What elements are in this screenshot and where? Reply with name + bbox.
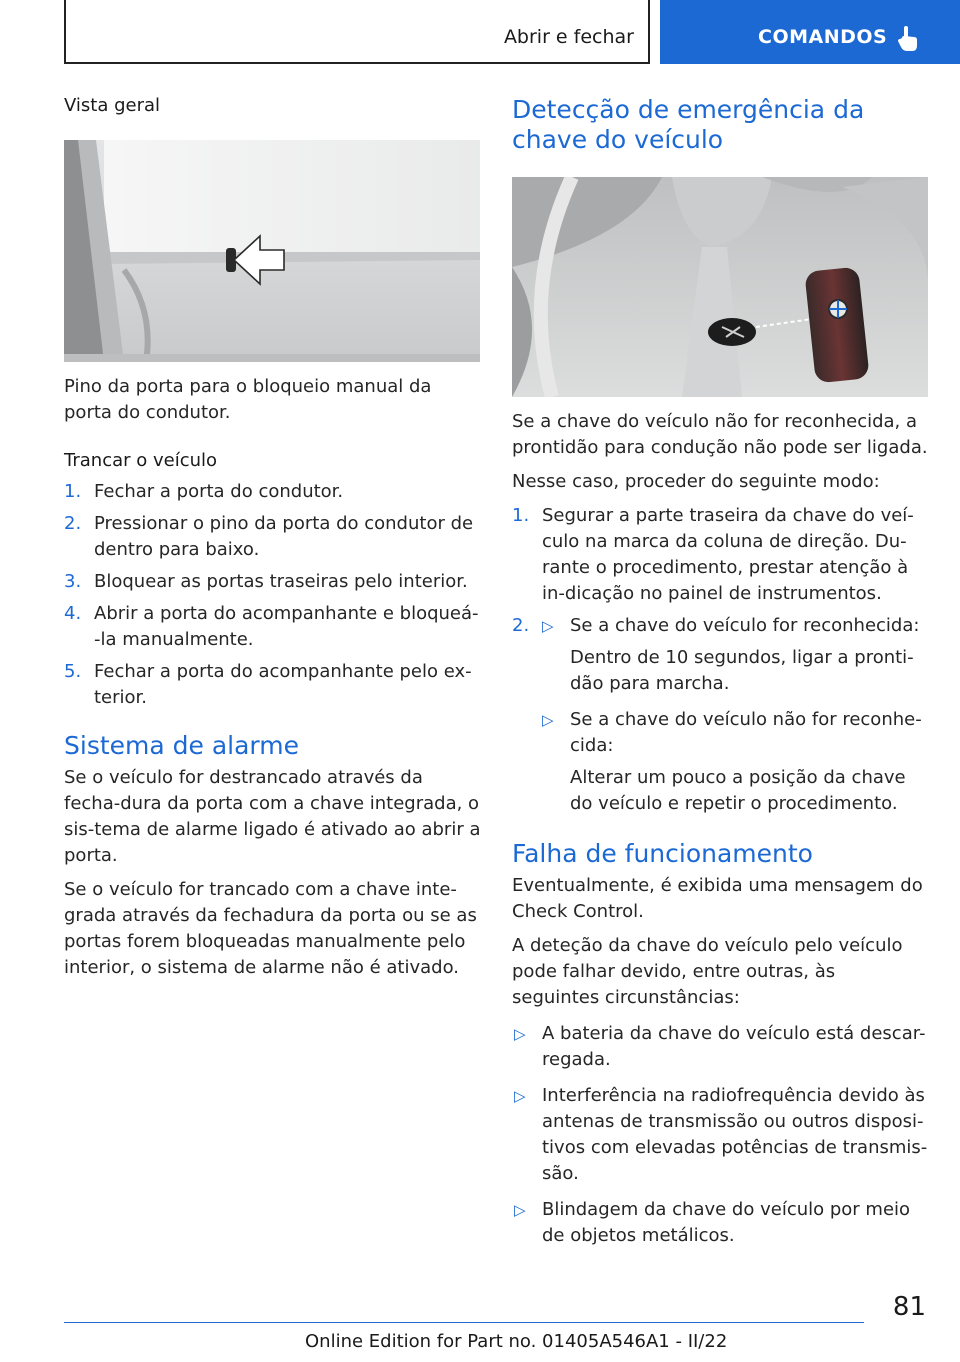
steering-column-key-figure: [512, 177, 928, 397]
hand-pointer-icon: [898, 26, 920, 52]
procedure-intro: Nesse caso, proceder do seguinte modo:: [512, 471, 880, 492]
header-section-box: [64, 0, 650, 64]
list-item: [512, 1083, 928, 1187]
malfunction-paragraph-1: Eventualmente, é exibida uma mensagem do Check Control.: [512, 875, 923, 922]
sub-item-detail: Alterar um pouco a posição da chave do veículo e repetir o procedimento.: [570, 767, 906, 814]
lock-steps-list: [64, 479, 482, 711]
malfunction-causes-list: [512, 1021, 928, 1249]
list-item: [64, 601, 482, 653]
list-item: [64, 569, 482, 595]
malfunction-paragraph-2: A deteção da chave do veículo pelo veículo pode falhar devido, entre outras, às seguintes circunstâncias:: [512, 935, 903, 1008]
triangle-right-icon: ▷: [514, 1087, 526, 1105]
step-number: 5.: [64, 661, 82, 682]
header-section-title: Abrir e fechar: [503, 26, 634, 48]
footer-divider: [64, 1322, 864, 1323]
list-item: [64, 511, 482, 563]
sub-list-item: [542, 707, 928, 759]
step-number: 4.: [64, 603, 82, 624]
key-not-recognized-paragraph: Se a chave do veículo não for reconhecida, a prontidão para condução não pode ser ligada.: [512, 411, 928, 458]
step-number: 2.: [512, 615, 530, 636]
header-chapter-title: COMANDOS: [758, 26, 888, 48]
list-item: [512, 1197, 928, 1249]
step-number: 2.: [64, 513, 82, 534]
right-column: [512, 95, 928, 1249]
overview-label: Vista geral: [64, 95, 161, 116]
step-text: Segurar a parte traseira da chave do veí-culo na marca da coluna de direção. Du-rante o procedimento, prestar atenção à in-dicação no painel de instrumentos.: [542, 505, 914, 604]
list-item: [512, 613, 928, 817]
lock-vehicle-label: Trancar o veículo: [64, 450, 218, 471]
malfunction-heading: Falha de funcionamento: [512, 839, 813, 868]
door-pin-figure: [64, 140, 480, 362]
left-column: [64, 95, 482, 981]
sub-list-item: [542, 613, 928, 639]
triangle-right-icon: ▷: [542, 711, 554, 729]
sub-item-text: Se a chave do veículo for reconhecida:: [570, 615, 920, 636]
sub-item-text: Se a chave do veículo não for reconhe-cida:: [570, 709, 922, 756]
alarm-paragraph-1: Se o veículo for destrancado através da fecha-dura da porta com a chave integrada, o sis-tema de alarme ligado é ativado ao abrir a porta.: [64, 767, 481, 866]
alarm-paragraph-2: Se o veículo for trancado com a chave inte-grada através da fechadura da porta ou se as portas forem bloqueadas manualmente pelo interior, o sistema de alarme não é ativado.: [64, 879, 477, 978]
list-item: [64, 659, 482, 711]
step-text: Pressionar o pino da porta do condutor de dentro para baixo.: [94, 513, 474, 560]
triangle-right-icon: ▷: [542, 617, 554, 635]
triangle-right-icon: ▷: [514, 1025, 526, 1043]
bullet-text: Blindagem da chave do veículo por meio de objetos metálicos.: [542, 1199, 911, 1246]
step-text: Fechar a porta do condutor.: [94, 481, 344, 502]
sub-item-detail: Dentro de 10 segundos, ligar a pronti-dão para marcha.: [570, 647, 914, 694]
step-number: 1.: [64, 481, 82, 502]
key-emergency-detection-heading: Detecção de emergência da chave do veículo: [512, 95, 865, 154]
step-number: 3.: [64, 571, 82, 592]
step-text: Fechar a porta do acompanhante pelo ex-terior.: [94, 661, 472, 708]
header-chapter-tab: [660, 0, 960, 64]
bullet-text: Interferência na radiofrequência devido às antenas de transmissão ou outros disposi-tivos com elevadas potências de transmis-são.: [542, 1085, 928, 1184]
step-text: Bloquear as portas traseiras pelo interior.: [94, 571, 468, 592]
figure-caption: Pino da porta para o bloqueio manual da porta do condutor.: [64, 376, 432, 423]
bullet-text: A bateria da chave do veículo está descar-regada.: [542, 1023, 926, 1070]
alarm-system-heading: Sistema de alarme: [64, 731, 299, 760]
footer-edition: Online Edition for Part no. 01405A546A1 - II/22: [305, 1331, 728, 1352]
list-item: [64, 479, 482, 505]
step-text: Abrir a porta do acompanhante e bloqueá--la manualmente.: [94, 603, 479, 650]
list-item: [512, 1021, 928, 1073]
page-number: 81: [892, 1292, 926, 1322]
list-item: [512, 503, 928, 607]
emergency-steps-list: [512, 503, 928, 817]
triangle-right-icon: ▷: [514, 1201, 526, 1219]
step-number: 1.: [512, 505, 530, 526]
